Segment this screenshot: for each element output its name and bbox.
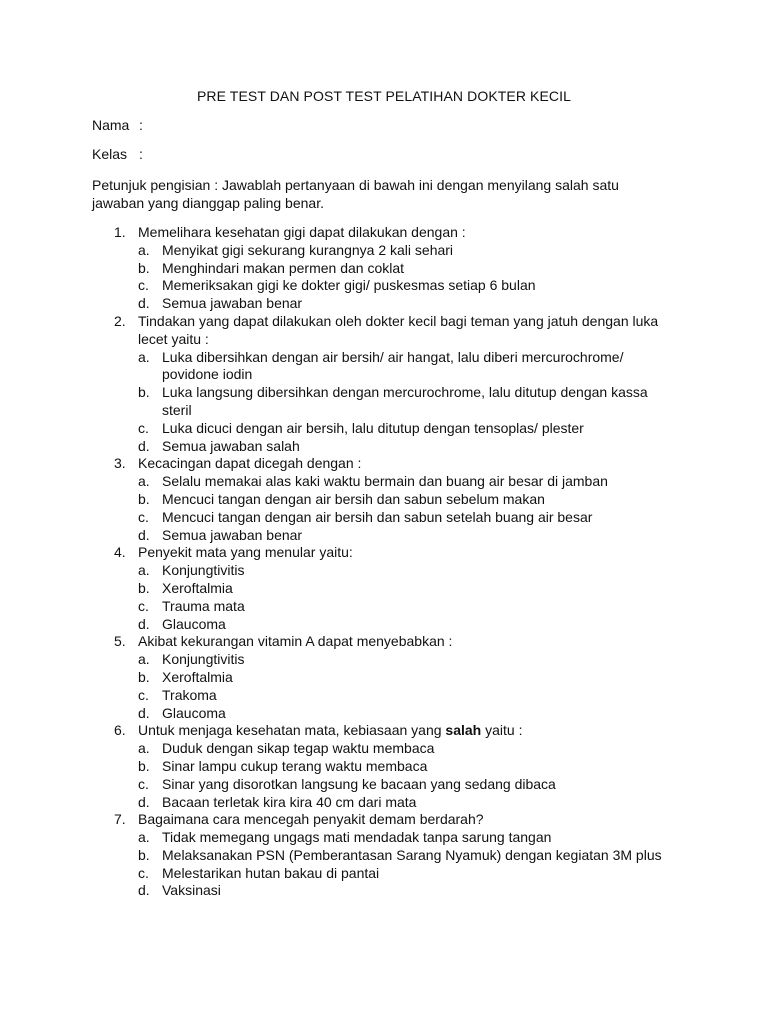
question-number: 5.	[114, 633, 126, 650]
option-letter: d.	[138, 882, 150, 899]
question-list	[92, 224, 692, 900]
option-item	[138, 580, 692, 598]
option-item	[138, 669, 692, 687]
question-text: Akibat kekurangan vitamin A dapat menyebabkan :	[138, 633, 453, 650]
option-letter: b.	[138, 668, 150, 685]
option-letter: a.	[138, 829, 150, 846]
option-letter: b.	[138, 757, 150, 774]
option-text: Menyikat gigi sekurang kurangnya 2 kali sehari	[162, 241, 454, 258]
option-letter: b.	[138, 846, 150, 863]
option-list	[138, 651, 692, 722]
question-number: 4.	[114, 544, 126, 561]
option-item	[138, 242, 692, 260]
option-item	[138, 562, 692, 580]
option-text: Konjungtivitis	[162, 651, 245, 668]
option-letter: c.	[138, 419, 149, 436]
kelas-colon: :	[139, 146, 143, 162]
option-item	[138, 509, 692, 527]
option-item	[138, 438, 692, 456]
option-text: Xeroftalmia	[162, 579, 233, 596]
question-emphasis: salah	[445, 722, 482, 739]
option-text: Vaksinasi	[162, 882, 221, 899]
option-item	[138, 527, 692, 545]
question-text: Memelihara kesehatan gigi dapat dilakukan dengan :	[138, 224, 466, 240]
option-text: Mencuci tangan dengan air bersih dan sabun setelah buang air besar	[162, 508, 593, 525]
option-letter: d.	[138, 793, 150, 810]
option-letter: c.	[138, 277, 149, 294]
option-letter: a.	[138, 651, 150, 668]
option-letter: a.	[138, 241, 150, 258]
option-letter: a.	[138, 740, 150, 757]
question-text: Kecacingan dapat dicegah dengan :	[138, 455, 362, 472]
question-item	[92, 722, 692, 811]
nama-label: Nama	[92, 117, 130, 133]
option-text: Semua jawaban benar	[162, 295, 303, 312]
option-text: Melestarikan hutan bakau di pantai	[162, 864, 380, 881]
option-item	[138, 420, 692, 438]
option-text: Konjungtivitis	[162, 562, 245, 579]
option-letter: b.	[138, 579, 150, 596]
option-text: Trauma mata	[162, 597, 245, 614]
question-text	[138, 722, 692, 740]
kelas-field	[92, 146, 143, 162]
option-letter: c.	[138, 775, 149, 792]
nama-field	[92, 117, 143, 133]
option-text: Duduk dengan sikap tegap waktu membaca	[162, 740, 435, 757]
option-list	[138, 473, 692, 544]
option-letter: d.	[138, 437, 150, 454]
question-item	[92, 544, 692, 633]
option-text: Melaksanakan PSN (Pemberantasan Sarang Nyamuk) dengan kegiatan 3M plus	[162, 846, 662, 863]
option-item	[138, 829, 692, 847]
option-item	[138, 491, 692, 509]
question-item	[92, 224, 692, 313]
option-text: Luka dibersihkan dengan air bersih/ air hangat, lalu diberi mercurochrome/ povidone iodin	[162, 348, 624, 383]
option-letter: b.	[138, 259, 150, 276]
option-item	[138, 882, 692, 900]
option-item	[138, 277, 692, 295]
option-item	[138, 740, 692, 758]
option-letter: d.	[138, 615, 150, 632]
option-item	[138, 598, 692, 616]
question-number: 2.	[114, 312, 126, 329]
question-number: 1.	[114, 224, 126, 240]
option-item	[138, 865, 692, 883]
option-list	[138, 829, 692, 900]
question-number: 6.	[114, 722, 126, 739]
question-text: Bagaimana cara mencegah penyakit demam berdarah?	[138, 811, 484, 828]
option-list	[138, 562, 692, 633]
option-letter: a.	[138, 348, 150, 365]
option-item	[138, 349, 692, 385]
option-text: Sinar yang disorotkan langsung ke bacaan yang sedang dibaca	[162, 775, 556, 792]
option-text: Trakoma	[162, 686, 217, 703]
question-text-after: yaitu :	[481, 722, 523, 739]
question-number: 7.	[114, 811, 126, 828]
nama-colon: :	[139, 117, 143, 133]
option-text: Sinar lampu cukup terang waktu membaca	[162, 757, 428, 774]
option-text: Selalu memakai alas kaki waktu bermain dan buang air besar di jamban	[162, 473, 608, 490]
document-title: PRE TEST DAN POST TEST PELATIHAN DOKTER KECIL	[196, 88, 572, 104]
option-text: Tidak memegang ungags mati mendadak tanpa sarung tangan	[162, 829, 552, 846]
question-item	[92, 811, 692, 900]
option-letter: d.	[138, 526, 150, 543]
option-item	[138, 616, 692, 634]
option-text: Glaucoma	[162, 615, 226, 632]
option-list	[138, 740, 692, 811]
option-text: Bacaan terletak kira kira 40 cm dari mata	[162, 793, 417, 810]
option-letter: c.	[138, 597, 149, 614]
option-item	[138, 705, 692, 723]
kelas-label: Kelas	[92, 146, 128, 162]
option-item	[138, 687, 692, 705]
option-item	[138, 384, 692, 420]
option-item	[138, 794, 692, 812]
option-item	[138, 473, 692, 491]
option-item	[138, 295, 692, 313]
option-text: Semua jawaban benar	[162, 526, 303, 543]
instructions: Petunjuk pengisian : Jawablah pertanyaan di bawah ini dengan menyilang salah satu jawaban yang dianggap paling benar.	[92, 177, 619, 211]
option-text: Mencuci tangan dengan air bersih dan sabun sebelum makan	[162, 490, 545, 507]
option-letter: c.	[138, 508, 149, 525]
option-text: Memeriksakan gigi ke dokter gigi/ puskesmas setiap 6 bulan	[162, 277, 536, 294]
option-text: Xeroftalmia	[162, 668, 233, 685]
option-text: Glaucoma	[162, 704, 226, 721]
question-number: 3.	[114, 455, 126, 472]
option-item	[138, 776, 692, 794]
option-item	[138, 260, 692, 278]
option-item	[138, 847, 692, 865]
option-letter: c.	[138, 686, 149, 703]
question-text: Tindakan yang dapat dilakukan oleh dokter kecil bagi teman yang jatuh dengan luka lecet yaitu :	[138, 312, 659, 347]
option-text: Luka langsung dibersihkan dengan mercurochrome, lalu ditutup dengan kassa steril	[162, 384, 648, 418]
question-text-before: Untuk menjaga kesehatan mata, kebiasaan yang	[138, 722, 446, 739]
option-list	[138, 349, 692, 456]
option-text: Menghindari makan permen dan coklat	[162, 259, 405, 276]
option-letter: b.	[138, 490, 150, 507]
option-letter: d.	[138, 704, 150, 721]
question-item	[92, 455, 692, 544]
question-item	[92, 633, 692, 722]
option-text: Semua jawaban salah	[162, 437, 300, 454]
option-letter: a.	[138, 473, 150, 490]
option-letter: a.	[138, 562, 150, 579]
option-letter: d.	[138, 295, 150, 312]
question-item	[92, 313, 692, 455]
option-letter: b.	[138, 384, 150, 401]
option-list	[138, 242, 692, 313]
option-item	[138, 758, 692, 776]
question-text: Penyekit mata yang menular yaitu:	[138, 544, 353, 561]
option-text: Luka dicuci dengan air bersih, lalu ditutup dengan tensoplas/ plester	[162, 419, 584, 436]
option-item	[138, 651, 692, 669]
option-letter: c.	[138, 864, 149, 881]
